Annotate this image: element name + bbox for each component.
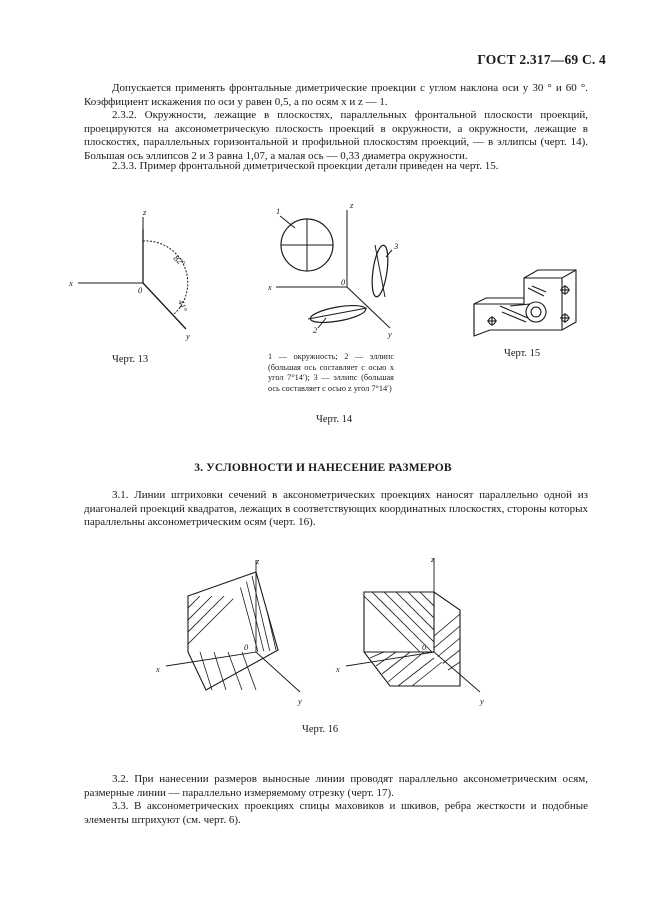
axis-y-label: y <box>186 331 190 341</box>
caption-fig13: Черт. 13 <box>112 354 149 365</box>
angle-label-1: 82° <box>171 252 188 269</box>
origin-label: 0 <box>422 642 427 652</box>
caption-fig14: Черт. 14 <box>316 414 353 425</box>
page-header: ГОСТ 2.317—69 С. 4 <box>477 52 606 67</box>
paragraph-3-2: 3.2. При нанесении размеров выносные линии проводят параллельно аксонометрическим осям, размерные линии — параллельно измеряемому отрезку (черт. 17). <box>84 773 588 799</box>
caption-fig15: Черт. 15 <box>504 348 541 359</box>
axis-x-label: x <box>156 664 160 674</box>
paragraph-2-3-3: 2.3.3. Пример фронтальной диметрической проекции детали приведен на черт. 15. <box>112 160 499 172</box>
figure-15 <box>466 268 582 340</box>
origin-label: 0 <box>138 285 143 295</box>
section-title: 3. УСЛОВНОСТИ И НАНЕСЕНИЕ РАЗМЕРОВ <box>194 462 452 474</box>
origin-label: 0 <box>341 277 346 287</box>
figure-13 <box>66 205 216 345</box>
paragraph-p1: Допускается применять фронтальные диметрические проекции с углом наклона оси y 30 ° и 60 °. Коэффициент искажения по оси y равен 0,5, а по осям x и z — 1. <box>84 82 588 108</box>
ellipse-number-3: 3 <box>394 241 399 251</box>
axis-x-label: x <box>268 282 272 292</box>
fig14-legend: 1 — окружность; 2 — эллипс (большая ось составляет с осью x угол 7°14′); 3 — эллипс (большая ось составляет с осью z угол 7°14′) <box>268 352 394 393</box>
caption-fig16: Черт. 16 <box>302 724 339 735</box>
paragraph-3-1: 3.1. Линии штриховки сечений в аксонометрических проекциях наносят параллельно одной из диагоналей проекций квадратов, лежащих в соответствующих координатных плоскостях, стороны которых параллельны аксонометрическим осям (черт. 16). <box>84 489 588 529</box>
figure-16-right <box>330 550 500 710</box>
axis-z-label: z <box>143 207 147 217</box>
axis-y-label: y <box>298 696 302 706</box>
figure-14 <box>262 200 412 340</box>
axis-x-label: x <box>69 278 73 288</box>
origin-label: 0 <box>244 642 249 652</box>
circle-number-1: 1 <box>276 206 281 216</box>
axis-z-label: z <box>350 200 354 210</box>
paragraph-2-3-2: 2.3.2. Окружности, лежащие в плоскостях, параллельных фронтальной плоскости проекций, проецируются на аксонометрическую плоскость проекций в окружности, а окружности, лежащие в плоскостях, параллельных горизонтальной и профильной плоскостям проекций, — в эллипсы (черт. 14). Большая ось эллипсов 2 и 3 равна 1,07, а малая ось — 0,33 диаметра окружности. <box>84 109 588 162</box>
axis-x-label: x <box>336 664 340 674</box>
axis-z-label: z <box>431 554 435 564</box>
ellipse-number-2: 2 <box>313 325 318 335</box>
axis-y-label: y <box>480 696 484 706</box>
angle-label-2: 41° <box>176 298 190 313</box>
figure-16-left <box>150 550 320 710</box>
axis-z-label: z <box>256 556 260 566</box>
axis-y-label: y <box>388 329 392 339</box>
paragraph-3-3: 3.3. В аксонометрических проекциях спицы маховиков и шкивов, ребра жесткости и подобные элементы штрихуют (см. черт. 6). <box>84 800 588 826</box>
